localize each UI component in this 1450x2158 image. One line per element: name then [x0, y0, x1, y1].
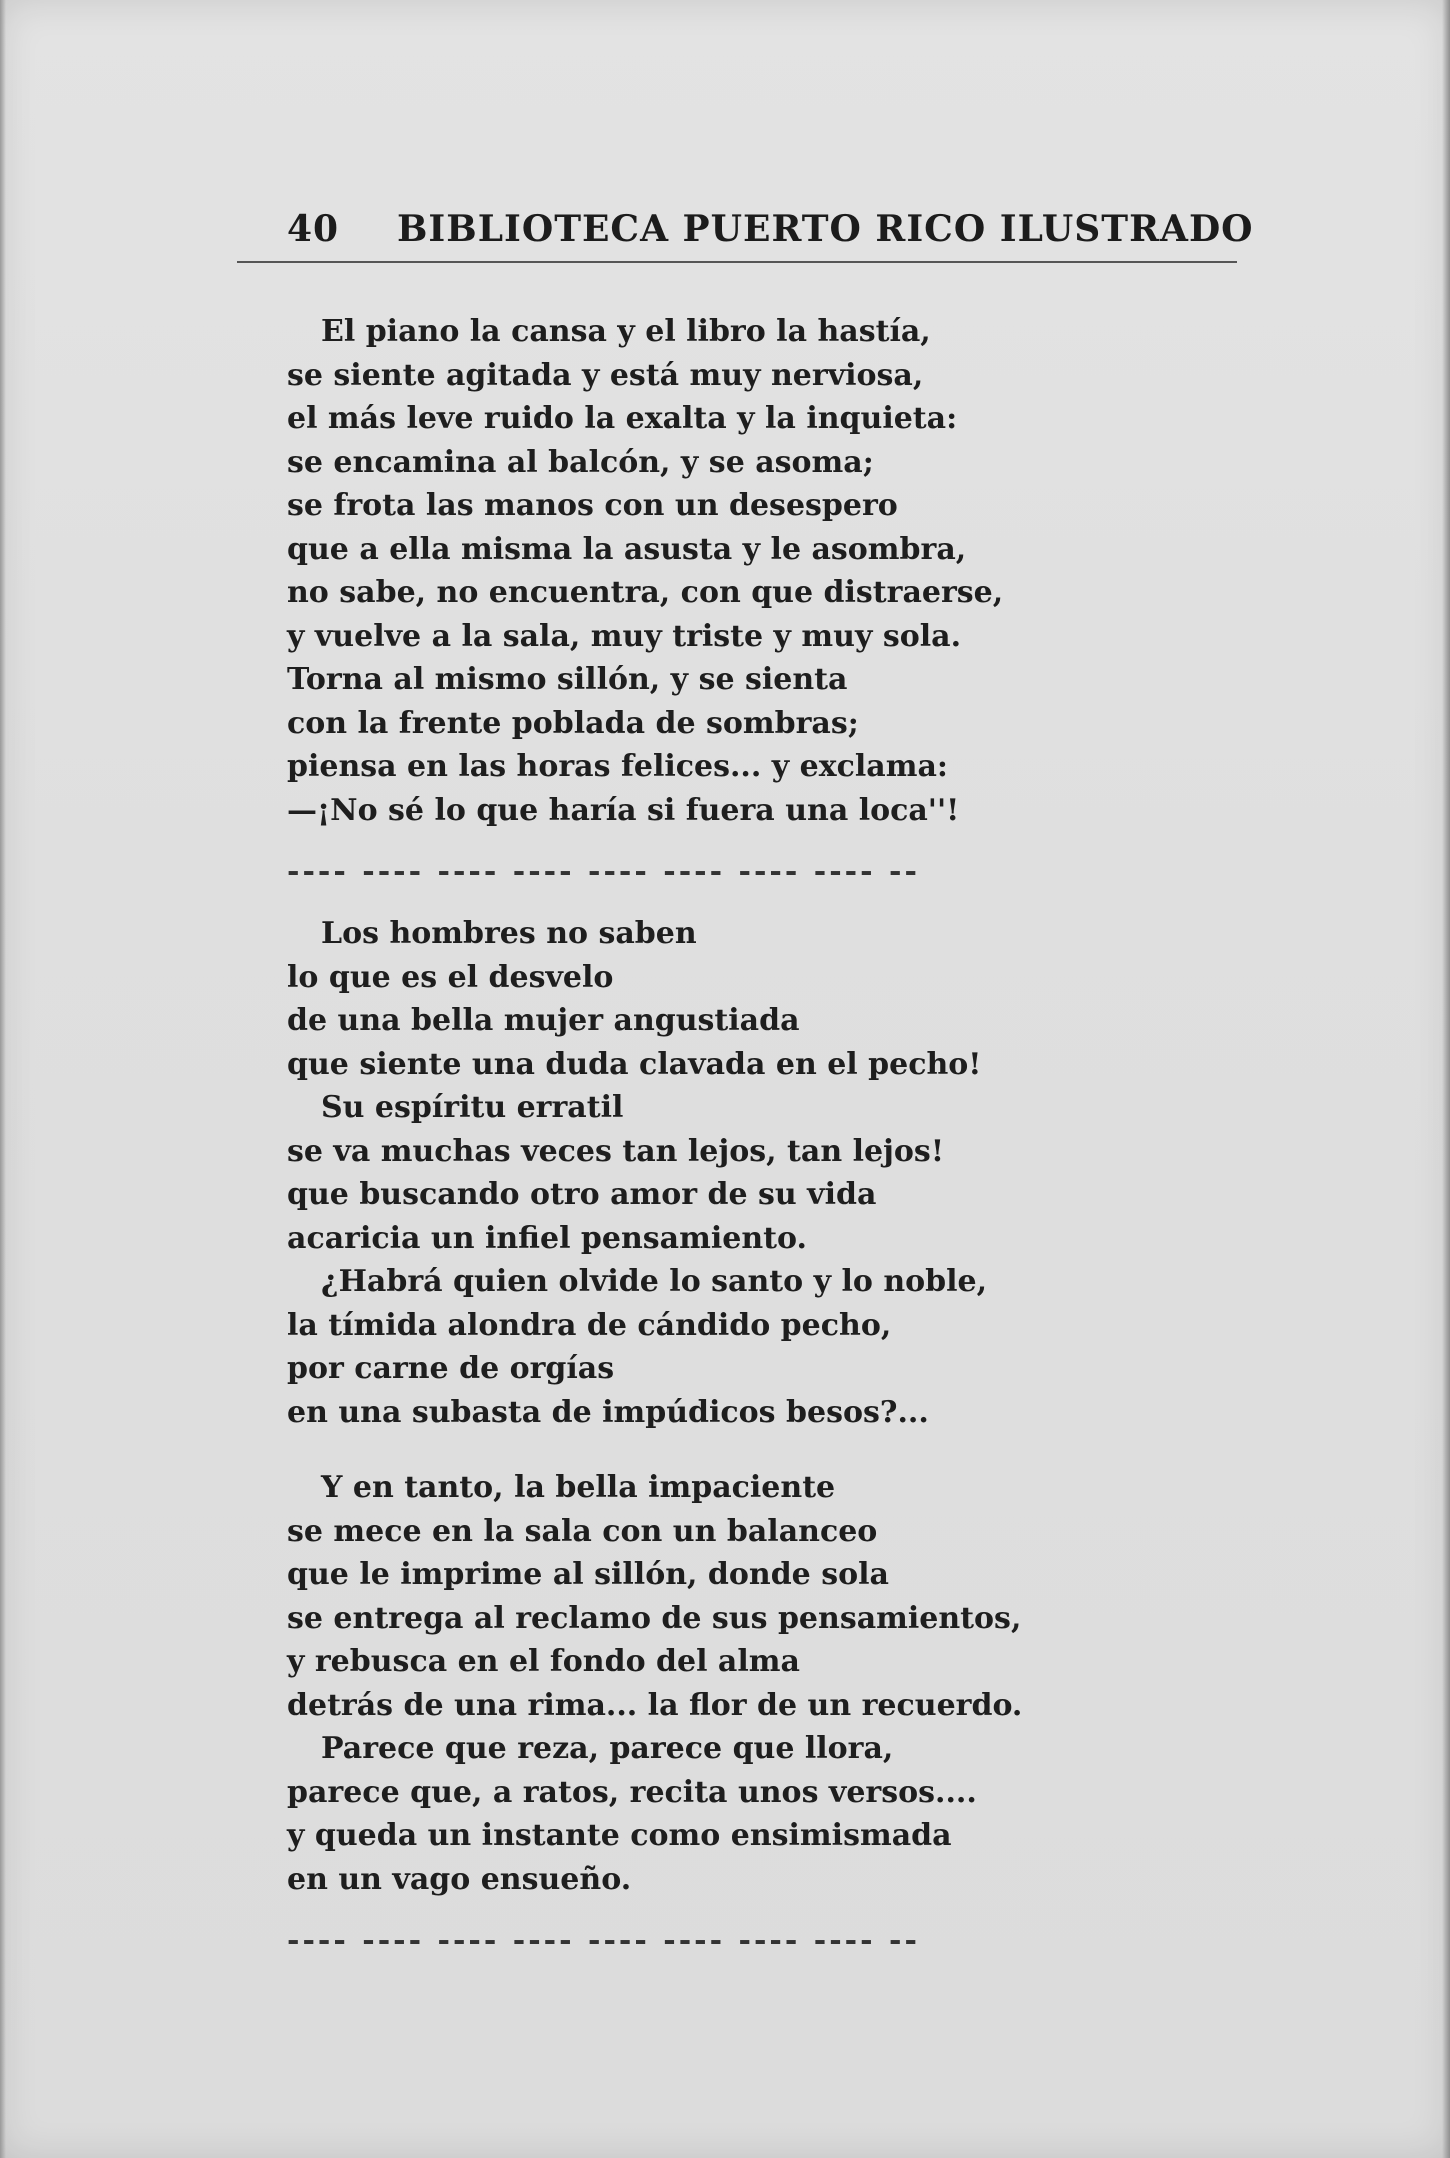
verse-line: y rebusca en el fondo del alma: [287, 1644, 800, 1679]
verse-line: y queda un instante como ensimismada: [287, 1818, 952, 1853]
verse-line: que a ella misma la asusta y le asombra,: [287, 531, 967, 567]
page-right-edge: [1442, 0, 1450, 2158]
verse-line: detrás de una rima... la flor de un recuerdo.: [287, 1687, 1023, 1723]
page-number: 40: [287, 208, 340, 250]
section-separator: ---- ---- ---- ---- ---- ---- ---- ---- --: [287, 854, 920, 889]
stanza-2: [287, 912, 1137, 1434]
verse-line: por carne de orgías: [287, 1351, 615, 1386]
verse-line: se va muchas veces tan lejos, tan lejos!: [287, 1133, 944, 1169]
poem-body: [287, 310, 1137, 1981]
verse-line: el más leve ruido la exalta y la inquieta:: [287, 401, 958, 436]
verse-line: se encamina al balcón, y se asoma;: [287, 444, 874, 480]
verse-line: ¿Habrá quien olvide lo santo y lo noble,: [321, 1264, 988, 1299]
verse-line: la tímida alondra de cándido pecho,: [287, 1307, 892, 1343]
verse-line: de una bella mujer angustiada: [287, 1003, 800, 1038]
running-header: [287, 208, 1254, 250]
verse-line: acaricia un infiel pensamiento.: [287, 1220, 807, 1256]
verse-line: que siente una duda clavada en el pecho!: [287, 1046, 982, 1082]
page-left-edge: [0, 0, 6, 2158]
verse-line: se siente agitada y está muy nerviosa,: [287, 357, 924, 393]
header-rule: [237, 261, 1237, 263]
verse-line: con la frente poblada de sombras;: [287, 705, 859, 741]
verse-line: El piano la cansa y el libro la hastía,: [321, 314, 931, 349]
verse-line: Parece que reza, parece que llora,: [321, 1731, 894, 1766]
verse-line: parece que, a ratos, recita unos versos....: [287, 1774, 977, 1810]
verse-line: en una subasta de impúdicos besos?...: [287, 1394, 929, 1430]
verse-line: Su espíritu erratil: [321, 1090, 624, 1125]
stanza-3: [287, 1466, 1137, 1901]
verse-line: no sabe, no encuentra, con que distraerse,: [287, 575, 1004, 610]
stanza-1: [287, 310, 1137, 832]
verse-line: piensa en las horas felices... y exclama:: [287, 749, 948, 784]
verse-line: se mece en la sala con un balanceo: [287, 1513, 878, 1549]
verse-line: que buscando otro amor de su vida: [287, 1177, 877, 1212]
verse-line: Y en tanto, la bella impaciente: [321, 1470, 836, 1505]
verse-line: lo que es el desvelo: [287, 959, 614, 995]
verse-line: —¡No sé lo que haría si fuera una loca''!: [287, 792, 960, 828]
stanza-gap: [287, 1434, 1137, 1466]
verse-line: en un vago ensueño.: [287, 1861, 632, 1897]
section-separator: ---- ---- ---- ---- ---- ---- ---- ---- --: [287, 1923, 920, 1958]
verse-line: y vuelve a la sala, muy triste y muy sola.: [287, 618, 962, 654]
verse-line: se frota las manos con un desespero: [287, 488, 898, 523]
publication-title: BIBLIOTECA PUERTO RICO ILUSTRADO: [397, 208, 1254, 250]
verse-line: Torna al mismo sillón, y se sienta: [287, 662, 848, 697]
verse-line: que le imprime al sillón, donde sola: [287, 1557, 889, 1592]
verse-line: se entrega al reclamo de sus pensamientos,: [287, 1600, 1022, 1636]
verse-line: Los hombres no saben: [321, 916, 697, 951]
